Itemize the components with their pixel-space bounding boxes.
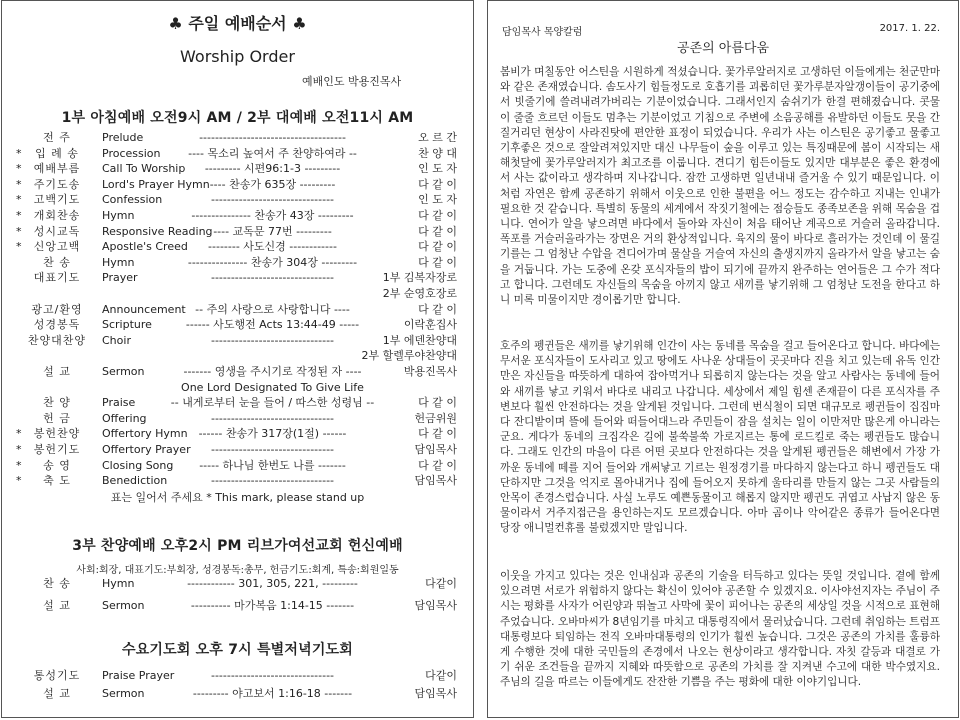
- service3-roles: 사회:회장, 대표기도:부회장, 성경봉독:총무, 헌금기도:회계, 특송:회원일동: [76, 565, 399, 576]
- order-row: [2, 334, 473, 347]
- item-korean: 전 주: [43, 131, 71, 144]
- item-detail: ------ 찬송가 317장(1절) ------: [198, 427, 347, 441]
- item-korean: 통성기도: [33, 669, 81, 682]
- stand-marker: *: [16, 162, 22, 176]
- item-korean: 광고/환영: [31, 302, 83, 316]
- order-row: [2, 256, 473, 269]
- order-row: [2, 443, 473, 456]
- order-row: [2, 209, 473, 222]
- column-title: 공존의 아름다움: [676, 41, 770, 56]
- page-subtitle: Worship Order: [180, 47, 295, 66]
- item-leader: 다 같 이: [418, 302, 457, 316]
- worship-order-page: [1, 0, 474, 718]
- item-leader: 다 같 이: [418, 427, 457, 441]
- item-english: Lord's Prayer Hymn: [102, 177, 210, 191]
- worship-leader: 예배인도 박용진목사: [302, 75, 402, 88]
- item-detail: --------------- 찬송가 304장 ---------: [187, 255, 358, 269]
- item-english: Responsive Reading: [102, 224, 213, 238]
- item-english: Offering: [102, 411, 147, 425]
- item-detail: -------------------------------: [210, 271, 335, 285]
- column-paragraph-1: 봄비가 며칠동안 어스틴을 시원하게 적셨습니다. 꽃가루알러지로 고생하던 이들에게는 천군만마와 같은 존재였습니다. 솜도사기 힘들정도로 호흡기를 괴롭히던 꽃가루분자알갱이들이 공기중에서 빗줄기에 쓸려내려가버리는 기분이었습니다. 그래서인지 숨쉬기가 한결 편해졌습니다. 콧물이 줄줄 흐르던 이들도 멈추는 기분이었고 기침으로 주변에 소음공해를 유발하던 이들도 못을 간질거리던 현상이 사라진탓에 편안한 표정이 되었습니다. 우리가 사는 이스틴은 공기좋고 물좋고 기후좋은 것으로 잘알려져있지만 대신 나무들이 숲을 이루고 있는 특징때문에 봄이 시작되는 새해첫달에 꽃가루알러지가 최고조를 이룹니다. 견디기 힘든이들도 있지만 대부분은 좋은 환경에서 사는 값이라고 생각하며 지나갑니다. 잠깐 고생하면 일년내내 즐거울 수 있기 때문입니다. 이처럼 자연은 함께 공존하기 위해서 이웃으로 인한 불편을 어느 정도는 감수하고 지내는 인내가 필요한 것 같습니다. 특별히 동물의 세계에서 작짓기철에는 점승들도 종족보존을 위해 목숨을 겁니다. 연어가 알을 낳으려면 바다에서 돌아와 자신이 처음 태어난 계곡으로 거슬러 올라갑니다. 폭포를 거슬러올라가는 장면은 거의 환상적입니다. 육지의 물이 바다로 흘러가는 것인데 이 물길기를는 그 엄청난 수압을 견디어가며 물살을 거슬여 자신의 출생지까지 올라가서 알을 낳고는 숨을 거둡니다. 가는 도중에 온갖 포식자들의 밥이 되기에 끝까지 완주하는 연어들은 그 수가 적다고 합니다. 그런데도 자신들의 목숨을 아끼지 않고 새끼를 낳기위해 그 엄청난 도전을 한다고 하니 미록 미물이지만 경이롭기만 합니다.: [500, 66, 940, 307]
- column-paragraph-2: 호주의 펭귄들은 새끼를 낳기위해 인간이 사는 동네를 목숨을 걸고 들어온다고 합니다. 바다에는 무서운 포식자들이 도사리고 있고 땅에도 사나운 상대들이 곳곳마다 진을 치고 있는데 유독 인간만은 자신들을 따뜻하게 대하여 잡아먹거나 되롭히지 않는다는 것을 알고 사람사는 동네에 들어와 새끼를 낳고 키워서 바다로 내리고 나갑니다. 세상에서 제일 힘센 존재끝이 다른 포식자를 주변보다 훨씬 안전하다는 것을 알게된 것입니다. 그런데 번식철이 되면 대규모로 펭귄들이 집집마다 잔디밭이며 뜰에 들어와 떠들어대느라 주민들이 잠을 설치는 일이 이만저만 많은게 아니라는군요. 게다가 동네의 크집각은 길에 불쑥불쑥 가로지르는 통에 로드킬로 죽는 펭귄들도 많습니다. 그래도 인간의 마을이 다른 어떤 곳보다 안전하다는 것을 알게된 펭귄들은 해변에서 가장 가까운 동네에 떼를 지어 들어와 개써낳고 기르는 원정경기를 마다하지 않는다고 하니 펭귄들도 대단하지만 그것을 억지로 몰아내거나 집에 들어오지 못하게 울타리를 만들지 않는 그곳 사람들의 안목이 존경스럽습니다. 사실 노루도 예쁜동물이고 해롭지 않지만 펭귄도 귀엽고 사납지 않은 동물이라서 거주지접근을 용인하는지도 모르겠습니다. 아마 곰이나 악어같은 종류가 들어온다면 당장 애니멀컨휴롤 불렀겠지만 말입니다.: [500, 340, 940, 535]
- item-leader: 헌금위원: [414, 411, 457, 425]
- order-row: [2, 162, 473, 175]
- item-korean: 찬 송: [43, 577, 71, 590]
- item-korean: 대표기도: [33, 271, 81, 285]
- order-row: [2, 599, 473, 612]
- item-leader: 박용진목사: [403, 365, 457, 378]
- item-leader: 다 같 이: [418, 255, 457, 269]
- order-row: [2, 365, 473, 378]
- item-detail: -------------------------------: [210, 193, 335, 207]
- item-detail: ---- 목소리 높여서 주 찬양하여라 --: [188, 146, 357, 160]
- item-leader: 담임목사: [414, 443, 457, 456]
- order-row: [2, 687, 473, 700]
- item-leader: 오 르 간: [418, 131, 457, 144]
- stand-marker: *: [16, 458, 22, 472]
- item-leader: 다 같 이: [418, 396, 457, 410]
- item-english: Prelude: [102, 131, 144, 144]
- service3-heading: 3부 찬양예배 오후2시 PM 리브가여선교회 헌신예배: [72, 538, 403, 554]
- item-english: Praise: [102, 396, 136, 410]
- item-leader: 1부 김복자장로: [382, 271, 457, 285]
- item-leader: 2부 순영호장로: [382, 287, 457, 300]
- item-english: Hymn: [102, 577, 135, 590]
- stand-marker: *: [16, 240, 22, 254]
- item-korean: 봉헌기도: [33, 443, 81, 456]
- item-korean: 봉헌찬양: [33, 427, 81, 441]
- item-detail: -------------------------------: [210, 443, 335, 456]
- item-english: Announcement: [102, 302, 186, 316]
- item-english: Benediction: [102, 474, 168, 488]
- item-leader: 다 같 이: [418, 224, 457, 238]
- item-korean: 헌 금: [43, 411, 71, 425]
- item-leader: 다 같 이: [418, 240, 457, 254]
- order-row: [2, 287, 473, 300]
- item-detail: -- 내게로부터 눈을 들어 / 따스한 성령님 --: [170, 396, 375, 410]
- stand-marker: *: [16, 193, 22, 207]
- item-detail: ---- 찬송가 635장 ---------: [209, 177, 336, 191]
- order-row: [2, 427, 473, 440]
- item-detail: --------- 야고보서 1:16-18 -------: [192, 687, 353, 700]
- column-label: 담임목사 목양칼럼: [502, 27, 583, 38]
- item-english: Apostle's Creed: [102, 240, 188, 254]
- item-leader: 다같이: [425, 577, 457, 590]
- stand-marker: *: [16, 443, 22, 456]
- item-leader: 1부 에덴찬양대: [382, 333, 457, 347]
- item-leader: 다 같 이: [418, 209, 457, 222]
- order-row: [2, 396, 473, 409]
- item-detail: --------- 시편96:1-3 ---------: [204, 162, 341, 176]
- item-english: Closing Song: [102, 458, 174, 472]
- item-korean: 개회찬송: [33, 209, 81, 222]
- order-row: [2, 349, 473, 362]
- stand-marker: *: [16, 224, 22, 238]
- order-row: [2, 178, 473, 191]
- column-date: 2017. 1. 22.: [879, 23, 940, 34]
- column-paragraph-3: 이웃을 가지고 있다는 것은 인내심과 공존의 기술을 터득하고 있다는 뜻일 것입니다. 곁에 함께 있으려면 서로가 위험하지 않다는 확신이 있어야 공존할 수 있겠지요. 이사야선지자는 주님이 주시는 평화를 사자가 어린양과 뛰놀고 사막에 꽃이 피어나는 공존의 세상일 것을 시적으로 표현해 주었습니다. 오바마씨가 8년임기를 마치고 대통령직에서 물러났습니다. 그런데 취임하는 트럼프대통령보다 퇴임하는 전직 오바마대통령의 인기가 훨씬 높습니다. 그것은 공존의 가치를 훌륭하게 수행한 것에 대한 국민들의 존경에서 나오는 현상이라고 생각합니다. 자칫 갈등과 대결로 가기 쉬운 조건들을 끝까지 지혜와 따뜻함으로 공존의 가치를 잘 지켜낸 수고에 대한 박수였지요. 주님의 길을 따르는 이들에게도 잔잔한 기쁨을 주는 평화에 대한 이야기입니다.: [500, 570, 940, 689]
- item-leader: 찬 양 대: [418, 146, 457, 160]
- item-english: Prayer: [102, 271, 138, 285]
- item-detail: One Lord Designated To Give Life: [181, 380, 364, 394]
- item-english: Sermon: [102, 365, 145, 378]
- stand-marker: *: [16, 427, 22, 441]
- item-leader: 이락훈집사: [403, 318, 457, 332]
- item-leader: 담임목사: [414, 474, 457, 488]
- item-korean: 설 교: [43, 599, 71, 612]
- item-korean: 송 영: [43, 458, 71, 472]
- item-leader: 다 같 이: [418, 177, 457, 191]
- item-korean: 축 도: [43, 474, 71, 488]
- item-detail: ----- 하나님 한번도 나를 -------: [199, 458, 346, 472]
- item-leader: 2부 할렐루야찬양대: [361, 349, 457, 363]
- item-korean: 입 례 송: [35, 146, 79, 160]
- item-detail: -------------------------------: [210, 411, 335, 425]
- order-row: [2, 318, 473, 331]
- item-leader: 담임목사: [414, 599, 457, 612]
- item-korean: 성시교독: [33, 224, 81, 238]
- order-row: [2, 412, 473, 425]
- order-row: [2, 271, 473, 284]
- item-detail: -------- 사도신경 ------------: [208, 240, 337, 254]
- item-korean: 설 교: [43, 687, 71, 700]
- order-row: [2, 147, 473, 160]
- order-row: [2, 193, 473, 206]
- item-english: Scripture: [102, 318, 152, 332]
- item-english: Offertory Prayer: [102, 443, 191, 456]
- order-row: [2, 131, 473, 144]
- item-detail: ---------- 마가복음 1:14-15 -------: [190, 599, 355, 612]
- item-korean: 설 교: [43, 365, 71, 378]
- page-title: ♣ 주일 예배순서 ♣: [168, 14, 307, 33]
- order-row: [2, 577, 473, 590]
- item-english: Choir: [102, 333, 131, 347]
- item-detail: -------------------------------------: [199, 131, 346, 144]
- item-detail: -------------------------------: [210, 474, 335, 488]
- item-leader: 다 같 이: [418, 458, 457, 472]
- order-row: [2, 474, 473, 487]
- item-leader: 인 도 자: [418, 162, 457, 176]
- item-leader: 인 도 자: [418, 193, 457, 207]
- item-english: Sermon: [102, 599, 145, 612]
- stand-marker: *: [16, 146, 22, 160]
- order-row: [2, 381, 473, 394]
- item-detail: ------ 사도행전 Acts 13:44-49 -----: [185, 318, 360, 332]
- item-english: Offertory Hymn: [102, 427, 188, 441]
- item-english: Procession: [102, 146, 161, 160]
- stand-note: 표는 일어서 주세요 * This mark, please stand up: [110, 491, 365, 504]
- item-detail: ---- 교독문 77번 ---------: [213, 224, 332, 238]
- item-detail: ------------ 301, 305, 221, ---------: [187, 577, 358, 590]
- item-korean: 찬양대찬양: [27, 333, 87, 347]
- item-detail: ------- 영생을 주시기로 작정된 자 ----: [183, 365, 362, 378]
- item-detail: -- 주의 사랑으로 사랑합니다 ----: [195, 302, 350, 316]
- order-row: [2, 459, 473, 472]
- stand-marker: *: [16, 474, 22, 488]
- service1-heading: 1부 아침예배 오전9시 AM / 2부 대예배 오전11시 AM: [61, 110, 414, 126]
- item-english: Confession: [102, 193, 163, 207]
- order-row: [2, 240, 473, 253]
- item-leader: 다같이: [425, 669, 457, 682]
- item-korean: 신앙고백: [33, 240, 81, 254]
- item-korean: 고백기도: [33, 193, 81, 207]
- pastor-column-page: [487, 0, 959, 718]
- item-detail: --------------- 찬송가 43장 ---------: [191, 209, 354, 222]
- wednesday-heading: 수요기도회 오후 7시 특별저녁기도회: [121, 642, 354, 658]
- item-english: Call To Worship: [102, 162, 186, 176]
- item-english: Hymn: [102, 255, 135, 269]
- item-korean: 성경봉독: [33, 318, 81, 332]
- item-english: Sermon: [102, 687, 145, 700]
- order-row: [2, 669, 473, 682]
- item-english: Praise Prayer: [102, 669, 175, 682]
- item-korean: 예배부름: [33, 162, 81, 176]
- item-korean: 찬 송: [43, 255, 71, 269]
- item-detail: -------------------------------: [210, 333, 335, 347]
- item-english: Hymn: [102, 209, 135, 222]
- item-detail: -------------------------------: [210, 669, 335, 682]
- item-leader: 담임목사: [414, 687, 457, 700]
- order-row: [2, 225, 473, 238]
- stand-marker: *: [16, 177, 22, 191]
- item-korean: 주기도송: [33, 177, 81, 191]
- item-korean: 찬 양: [43, 396, 71, 410]
- stand-marker: *: [16, 209, 22, 222]
- order-row: [2, 303, 473, 316]
